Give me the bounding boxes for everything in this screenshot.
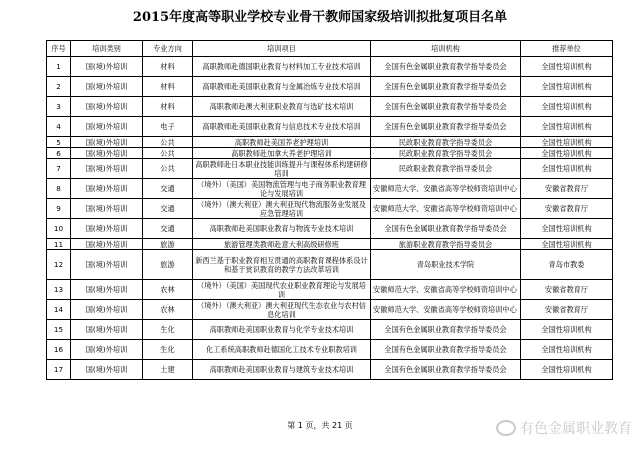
wechat-icon (496, 420, 516, 436)
cell-category: 国(境)外培训 (71, 159, 143, 179)
cell-institution: 旅游职业教育教学指导委员会 (371, 239, 521, 250)
cell-institution: 全国有色金属职业教育教学指导委员会 (371, 117, 521, 137)
cell-recommender: 全国性培训机构 (521, 148, 613, 159)
table-row (47, 148, 613, 159)
cell-index: 7 (47, 159, 71, 179)
table-row (47, 77, 613, 97)
cell-index: 9 (47, 199, 71, 219)
table-row (47, 117, 613, 137)
table-row (47, 199, 613, 219)
cell-category: 国(境)外培训 (71, 250, 143, 280)
table-row (47, 239, 613, 250)
cell-institution: 民政职业教育教学指导委员会 (371, 159, 521, 179)
cell-institution: 安徽师范大学、安徽省高等学校师资培训中心 (371, 300, 521, 320)
cell-institution: 全国有色金属职业教育教学指导委员会 (371, 97, 521, 117)
cell-index: 6 (47, 148, 71, 159)
cell-index: 10 (47, 219, 71, 239)
cell-category: 国(境)外培训 (71, 148, 143, 159)
cell-recommender: 全国性培训机构 (521, 239, 613, 250)
cell-major: 旅游 (143, 250, 193, 280)
cell-institution: 安徽师范大学、安徽省高等学校师资培训中心 (371, 280, 521, 300)
cell-index: 3 (47, 97, 71, 117)
cell-institution: 全国有色金属职业教育教学指导委员会 (371, 320, 521, 340)
cell-project: （境外）（美国）美国物流管理与电子商务职业教育理论与发展培训 (193, 179, 371, 199)
cell-major: 交通 (143, 199, 193, 219)
cell-recommender: 全国性培训机构 (521, 117, 613, 137)
table-row (47, 280, 613, 300)
cell-institution: 全国有色金属职业教育教学指导委员会 (371, 340, 521, 360)
cell-major: 材料 (143, 77, 193, 97)
table-row (47, 57, 613, 77)
table-row (47, 320, 613, 340)
cell-project: 高职教师赴美国职业教育与建筑专业技术培训 (193, 360, 371, 380)
cell-category: 国(境)外培训 (71, 219, 143, 239)
cell-index: 13 (47, 280, 71, 300)
table-body (47, 57, 613, 380)
header-recommender: 推荐单位 (521, 41, 613, 57)
cell-recommender: 全国性培训机构 (521, 360, 613, 380)
header-row (47, 41, 613, 57)
cell-project: 高职教师赴加拿大养老护理培训 (193, 148, 371, 159)
cell-index: 11 (47, 239, 71, 250)
cell-recommender: 安徽省教育厅 (521, 179, 613, 199)
cell-recommender: 全国性培训机构 (521, 219, 613, 239)
cell-index: 2 (47, 77, 71, 97)
table-header (47, 41, 613, 57)
cell-project: 化工系统高职教师赴德国化工技术专业职教培训 (193, 340, 371, 360)
cell-recommender: 全国性培训机构 (521, 159, 613, 179)
cell-project: 高职教师赴美国职业教育与信息技术专业技术培训 (193, 117, 371, 137)
cell-project: （境外）（美国）美国现代农业职业教育理论与发展培训 (193, 280, 371, 300)
cell-major: 材料 (143, 97, 193, 117)
cell-category: 国(境)外培训 (71, 77, 143, 97)
cell-project: 高职教师赴澳大利亚职业教育与选矿技术培训 (193, 97, 371, 117)
cell-category: 国(境)外培训 (71, 320, 143, 340)
cell-recommender: 全国性培训机构 (521, 320, 613, 340)
cell-project: 新西兰基于职业教育相互贯通的高职教育课程体系设计和基于赏识教育的教学方法改革培训 (193, 250, 371, 280)
cell-major: 旅游 (143, 239, 193, 250)
cell-project: 旅游管理类教师赴意大利高级研修班 (193, 239, 371, 250)
table-row (47, 179, 613, 199)
table-row (47, 360, 613, 380)
cell-index: 14 (47, 300, 71, 320)
cell-recommender: 全国性培训机构 (521, 57, 613, 77)
cell-project: 高职教师赴美国养老护理培训 (193, 137, 371, 148)
table-row (47, 159, 613, 179)
table-row (47, 300, 613, 320)
header-category: 培训类别 (71, 41, 143, 57)
watermark (496, 418, 632, 438)
cell-major: 生化 (143, 320, 193, 340)
cell-category: 国(境)外培训 (71, 300, 143, 320)
cell-major: 电子 (143, 117, 193, 137)
cell-index: 15 (47, 320, 71, 340)
cell-category: 国(境)外培训 (71, 199, 143, 219)
cell-category: 国(境)外培训 (71, 360, 143, 380)
cell-index: 4 (47, 117, 71, 137)
table-row (47, 219, 613, 239)
cell-index: 16 (47, 340, 71, 360)
cell-major: 土建 (143, 360, 193, 380)
cell-institution: 青岛职业技术学院 (371, 250, 521, 280)
header-project: 培训项目 (193, 41, 371, 57)
cell-index: 17 (47, 360, 71, 380)
cell-institution: 全国有色金属职业教育教学指导委员会 (371, 57, 521, 77)
header-institution: 培训机构 (371, 41, 521, 57)
cell-major: 农林 (143, 280, 193, 300)
cell-recommender: 全国性培训机构 (521, 97, 613, 117)
cell-institution: 全国有色金属职业教育教学指导委员会 (371, 77, 521, 97)
cell-major: 交通 (143, 219, 193, 239)
cell-major: 农林 (143, 300, 193, 320)
cell-category: 国(境)外培训 (71, 57, 143, 77)
cell-category: 国(境)外培训 (71, 97, 143, 117)
cell-index: 1 (47, 57, 71, 77)
header-index: 序号 (47, 41, 71, 57)
cell-category: 国(境)外培训 (71, 137, 143, 148)
table-row (47, 97, 613, 117)
cell-major: 材料 (143, 57, 193, 77)
cell-major: 公共 (143, 148, 193, 159)
cell-institution: 全国有色金属职业教育教学指导委员会 (371, 360, 521, 380)
cell-recommender: 安徽省教育厅 (521, 280, 613, 300)
header-major: 专业方向 (143, 41, 193, 57)
cell-recommender: 安徽省教育厅 (521, 199, 613, 219)
cell-category: 国(境)外培训 (71, 117, 143, 137)
cell-institution: 安徽师范大学、安徽省高等学校师资培训中心 (371, 199, 521, 219)
cell-category: 国(境)外培训 (71, 179, 143, 199)
cell-institution: 民政职业教育教学指导委员会 (371, 148, 521, 159)
cell-project: （境外）（澳大利亚）澳大利亚现代物流服务业发展及应急管理培训 (193, 199, 371, 219)
cell-recommender: 全国性培训机构 (521, 137, 613, 148)
cell-institution: 安徽师范大学、安徽省高等学校师资培训中心 (371, 179, 521, 199)
cell-major: 公共 (143, 159, 193, 179)
cell-recommender: 全国性培训机构 (521, 77, 613, 97)
cell-recommender: 安徽省教育厅 (521, 300, 613, 320)
cell-major: 生化 (143, 340, 193, 360)
page-title: 2015年度高等职业学校专业骨干教师国家级培训拟批复项目名单 (132, 10, 508, 25)
table-row (47, 137, 613, 148)
page-footer: 第 1 页，共 21 页 (287, 421, 353, 430)
cell-index: 5 (47, 137, 71, 148)
cell-recommender: 全国性培训机构 (521, 340, 613, 360)
cell-project: （境外）（澳大利亚）澳大利亚现代生态农业与农村信息化培训 (193, 300, 371, 320)
cell-category: 国(境)外培训 (71, 340, 143, 360)
cell-project: 高职教师赴美国职业教育与化学专业技术培训 (193, 320, 371, 340)
cell-index: 8 (47, 179, 71, 199)
cell-institution: 民政职业教育教学指导委员会 (371, 137, 521, 148)
project-table (46, 40, 613, 380)
cell-institution: 全国有色金属职业教育教学指导委员会 (371, 219, 521, 239)
table-row (47, 340, 613, 360)
cell-recommender: 青岛市教委 (521, 250, 613, 280)
cell-category: 国(境)外培训 (71, 280, 143, 300)
cell-index: 12 (47, 250, 71, 280)
cell-project: 高职教师赴美国职业教育与金属冶炼专业技术培训 (193, 77, 371, 97)
table-row (47, 250, 613, 280)
cell-major: 交通 (143, 179, 193, 199)
cell-category: 国(境)外培训 (71, 239, 143, 250)
cell-major: 公共 (143, 137, 193, 148)
watermark-text: 有色金属职业教育 (520, 421, 632, 437)
cell-project: 高职教师赴美国职业教育与物流专业技术培训 (193, 219, 371, 239)
cell-project: 高职教师赴德国职业教育与材料加工专业技术培训 (193, 57, 371, 77)
cell-project: 高职教师赴日本职业技能训练提升与课程体系构建研修培训 (193, 159, 371, 179)
